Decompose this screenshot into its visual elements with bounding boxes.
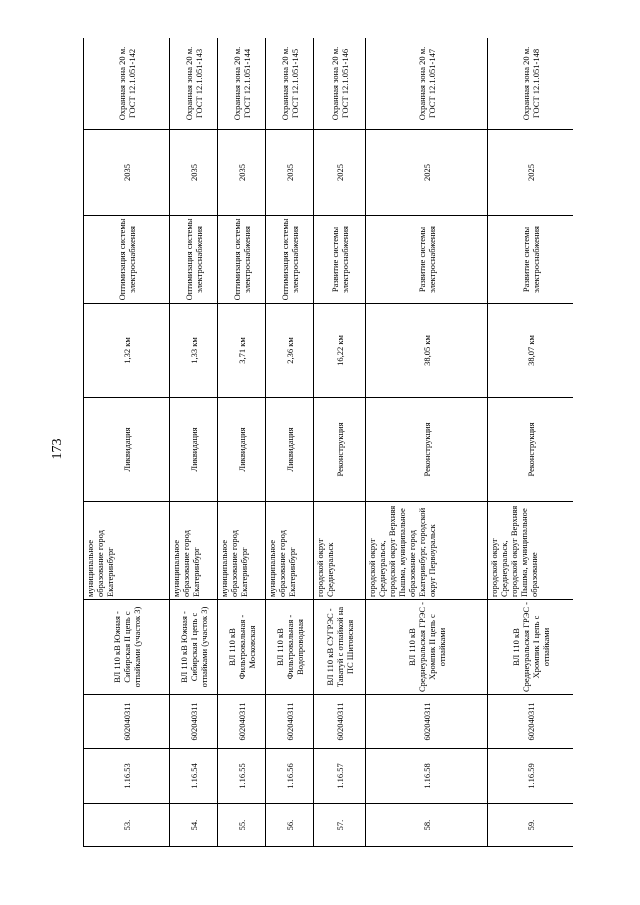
cell-zone: Охранная зона 20 м. ГОСТ 12.1.051-147: [366, 38, 488, 130]
table-row: [218, 38, 266, 847]
table-row: [314, 38, 366, 847]
cell-municipality: муниципальное образование город Екатеринбург: [218, 502, 266, 600]
cell-purpose: Развитие системы электроснабжения: [488, 216, 574, 304]
cell-num: 53.: [84, 804, 170, 847]
cell-id: 602040311: [488, 695, 574, 749]
cell-municipality: городской округ Среднеуральск: [314, 502, 366, 600]
cell-length: 2,36 км: [266, 304, 314, 398]
cell-year: 2025: [488, 130, 574, 216]
cell-code: 1.16.57: [314, 749, 366, 804]
cell-id: 602040311: [366, 695, 488, 749]
table-row: [170, 38, 218, 847]
cell-length: 16,22 км: [314, 304, 366, 398]
cell-length: 3,71 км: [218, 304, 266, 398]
infrastructure-table: [83, 38, 573, 847]
cell-work-type: Ликвидация: [266, 398, 314, 502]
cell-name: ВЛ 110 кВ СУГРЭС - Таватуй с отпайкой на ПС Шитовская: [314, 600, 366, 695]
cell-municipality: городской округ Среднеуральск, городской округ Верхняя Пышма, муниципальное образование: [488, 502, 574, 600]
cell-num: 59.: [488, 804, 574, 847]
cell-length: 1,33 км: [170, 304, 218, 398]
cell-id: 602040311: [84, 695, 170, 749]
rotated-table-frame: [83, 38, 573, 847]
cell-num: 54.: [170, 804, 218, 847]
cell-year: 2025: [366, 130, 488, 216]
cell-year: 2035: [170, 130, 218, 216]
cell-id: 602040311: [170, 695, 218, 749]
cell-id: 602040311: [266, 695, 314, 749]
table-row: [366, 38, 488, 847]
cell-year: 2025: [314, 130, 366, 216]
cell-work-type: Ликвидация: [84, 398, 170, 502]
cell-zone: Охранная зона 20 м. ГОСТ 12.1.051-148: [488, 38, 574, 130]
cell-purpose: Развитие системы электроснабжения: [366, 216, 488, 304]
cell-year: 2035: [84, 130, 170, 216]
table-row: [266, 38, 314, 847]
cell-name: ВЛ 110 кВ Фильтровальная - Водопроводная: [266, 600, 314, 695]
cell-municipality: муниципальное образование город Екатеринбург: [84, 502, 170, 600]
cell-name: ВЛ 110 кВ Среднеуральская ГРЭС - Хромпик II цепь с отпайками: [366, 600, 488, 695]
cell-num: 58.: [366, 804, 488, 847]
cell-name: ВЛ 110 кВ Фильтровальная - Московская: [218, 600, 266, 695]
cell-name: ВЛ 110 кВ Южная - Сибирская II цепь с отпайками (участок 3): [84, 600, 170, 695]
cell-purpose: Оптимизация системы электроснабжения: [218, 216, 266, 304]
cell-municipality: городской округ Среднеуральск, городской округ Верхняя Пышма, муниципальное образование город Екатеринбург, городской округ Первоуральск: [366, 502, 488, 600]
cell-work-type: Реконструкция: [488, 398, 574, 502]
cell-purpose: Развитие системы электроснабжения: [314, 216, 366, 304]
cell-id: 602040311: [314, 695, 366, 749]
table-row: [84, 38, 170, 847]
cell-length: 38,05 км: [366, 304, 488, 398]
cell-purpose: Оптимизация системы электроснабжения: [170, 216, 218, 304]
cell-num: 56.: [266, 804, 314, 847]
cell-num: 57.: [314, 804, 366, 847]
cell-name: ВЛ 110 кВ Южная - Сибирская I цепь с отпайками (участок 3): [170, 600, 218, 695]
cell-zone: Охранная зона 20 м. ГОСТ 12.1.051-143: [170, 38, 218, 130]
cell-work-type: Реконструкция: [314, 398, 366, 502]
cell-municipality: муниципальное образование город Екатеринбург: [170, 502, 218, 600]
cell-zone: Охранная зона 20 м. ГОСТ 12.1.051-146: [314, 38, 366, 130]
cell-work-type: Ликвидация: [218, 398, 266, 502]
cell-length: 1,32 км: [84, 304, 170, 398]
cell-year: 2035: [218, 130, 266, 216]
cell-code: 1.16.56: [266, 749, 314, 804]
cell-zone: Охранная зона 20 м. ГОСТ 12.1.051-144: [218, 38, 266, 130]
cell-code: 1.16.59: [488, 749, 574, 804]
cell-num: 55.: [218, 804, 266, 847]
cell-code: 1.16.53: [84, 749, 170, 804]
cell-zone: Охранная зона 20 м. ГОСТ 12.1.051-145: [266, 38, 314, 130]
page-number: 173: [50, 438, 65, 460]
cell-name: ВЛ 110 кВ Среднеуральская ГРЭС - Хромпик I цепь с отпайками: [488, 600, 574, 695]
cell-code: 1.16.54: [170, 749, 218, 804]
table-viewport: [83, 38, 573, 847]
cell-code: 1.16.58: [366, 749, 488, 804]
table-row: [488, 38, 574, 847]
cell-municipality: муниципальное образование город Екатеринбург: [266, 502, 314, 600]
cell-work-type: Ликвидация: [170, 398, 218, 502]
cell-purpose: Оптимизация системы электроснабжения: [266, 216, 314, 304]
cell-purpose: Оптимизация системы электроснабжения: [84, 216, 170, 304]
cell-length: 38,07 км: [488, 304, 574, 398]
cell-id: 602040311: [218, 695, 266, 749]
cell-zone: Охранная зона 20 м. ГОСТ 12.1.051-142: [84, 38, 170, 130]
cell-code: 1.16.55: [218, 749, 266, 804]
cell-work-type: Реконструкция: [366, 398, 488, 502]
cell-year: 2035: [266, 130, 314, 216]
